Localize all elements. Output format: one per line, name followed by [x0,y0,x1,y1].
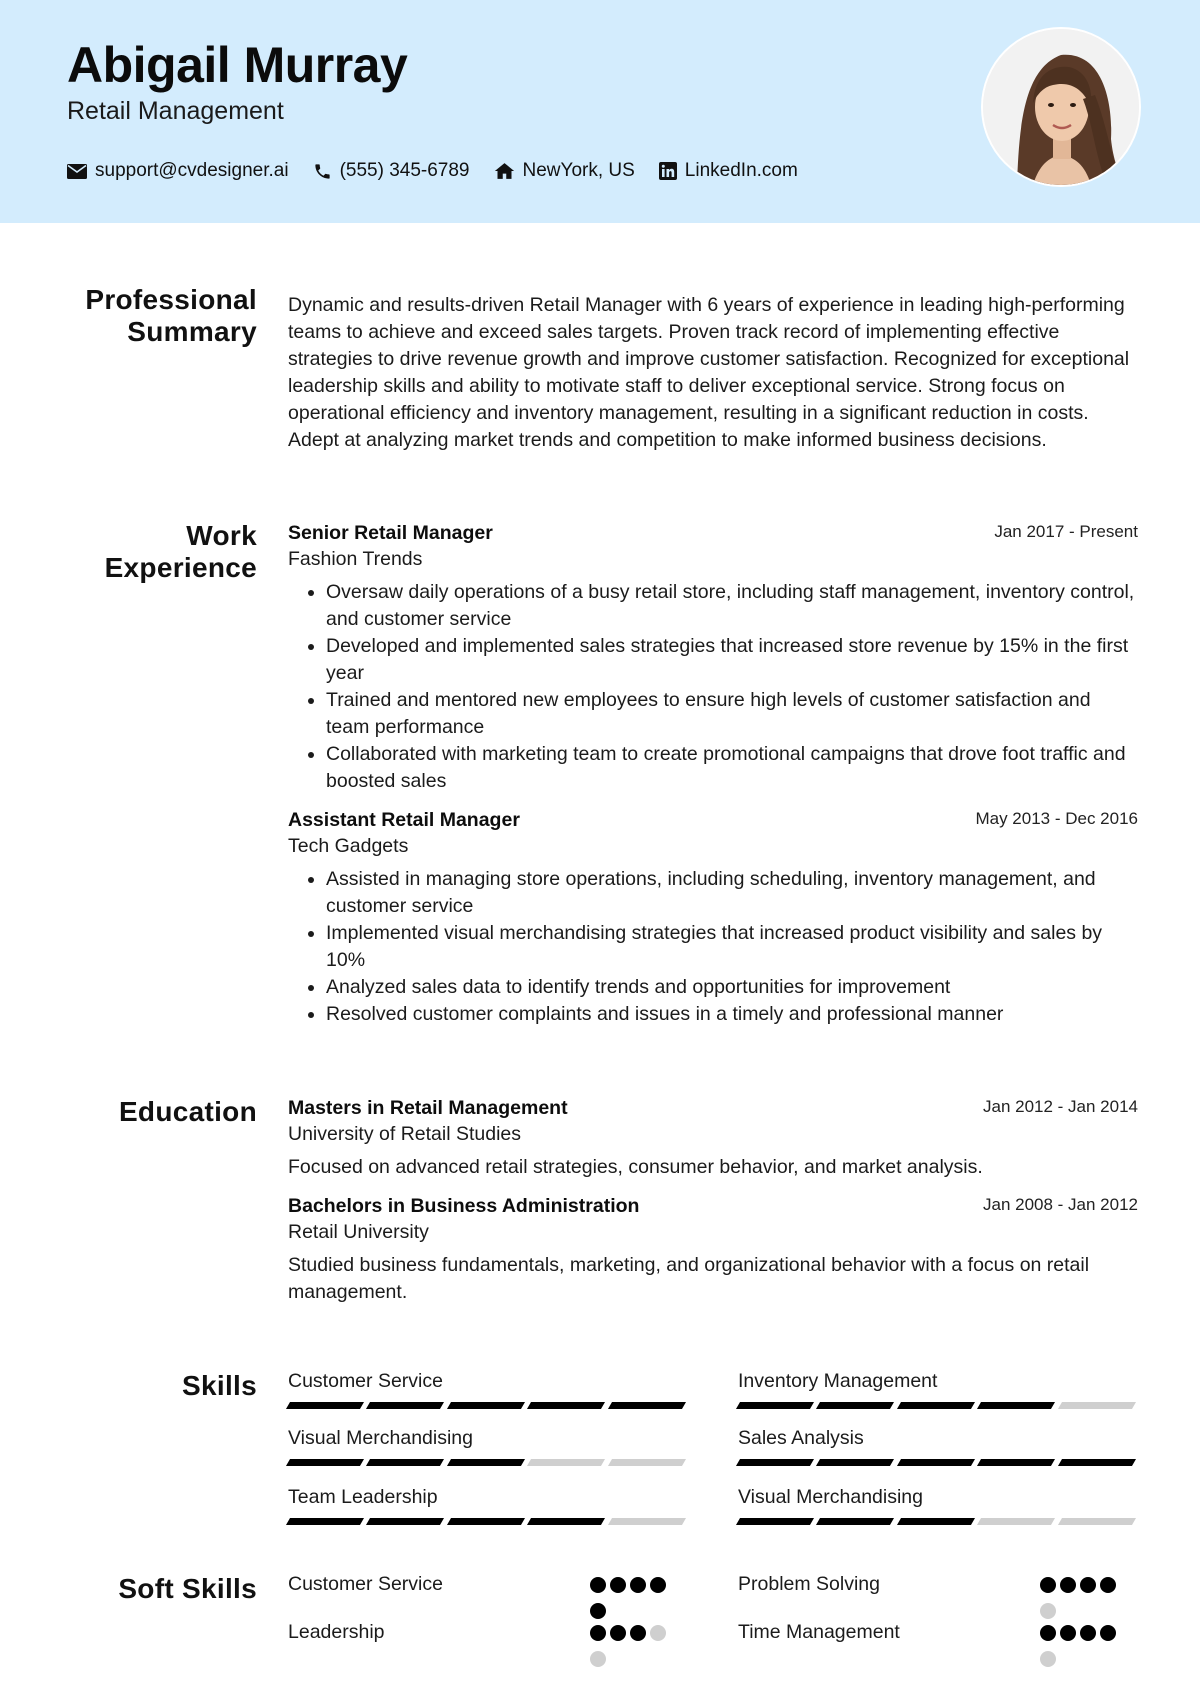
candidate-role: Retail Management [67,97,284,125]
skill-bar [738,1402,1140,1409]
job-bullet: • Assisted in managing store operations, including scheduling, inventory management, and customer service [326,866,1138,920]
job-title: Senior Retail Manager [288,522,493,544]
job-bullet: • Oversaw daily operations of a busy retail store, including staff management, inventory control, and customer service [326,579,1138,633]
skill-name: Visual Merchandising [288,1427,473,1449]
soft-skill-name: Customer Service [288,1573,443,1595]
skill-bar-segment [527,1402,605,1409]
job-bullet: • Developed and implemented sales strategies that increased store revenue by 15% in the first year [326,633,1138,687]
skill-bar-segment [447,1459,525,1466]
home-icon [494,162,515,180]
skill-bar-segment [1058,1459,1136,1466]
rating-dot [650,1577,666,1593]
job-dates: Jan 2017 - Present [994,522,1138,541]
section-title-skills: Skills [182,1370,257,1401]
school-name: University of Retail Studies [288,1123,522,1145]
rating-dot [1040,1651,1056,1667]
phone-icon [313,162,332,181]
skill-bar-segment [736,1459,814,1466]
job-bullets [288,579,1138,795]
header-band [0,0,1200,223]
rating-dot [590,1577,606,1593]
skill-bar [738,1518,1140,1525]
job-bullet: • Analyzed sales data to identify trends and opportunities for improvement [326,974,1138,1001]
skill-item [738,1370,1140,1409]
skill-name: Customer Service [288,1370,443,1392]
contact-linkedin[interactable] [659,160,798,182]
education-item [288,1195,1138,1306]
job-bullet: • Resolved customer complaints and issues in a timely and professional manner [326,1001,1138,1028]
soft-skill-name: Time Management [738,1621,900,1643]
soft-skill-name: Problem Solving [738,1573,880,1595]
degree-title: Bachelors in Business Administration [288,1195,640,1217]
skill-bar-segment [366,1459,444,1466]
rating-dot [1080,1577,1096,1593]
profile-photo [983,29,1139,185]
skill-bar-segment [736,1402,814,1409]
rating-dot [630,1577,646,1593]
section-title-soft-skills: Soft Skills [118,1573,257,1604]
rating-dot [1080,1625,1096,1641]
skill-bar-segment [1058,1402,1136,1409]
candidate-name: Abigail Murray [67,37,408,93]
skill-name: Inventory Management [738,1370,938,1392]
soft-skill-dots [1040,1625,1124,1677]
skill-bar [288,1518,690,1525]
skill-bar [288,1459,690,1466]
soft-skill-dots [590,1625,674,1677]
education-dates: Jan 2008 - Jan 2012 [982,1195,1138,1214]
rating-dot [610,1577,626,1593]
skill-bar-segment [527,1459,605,1466]
summary-text: Dynamic and results-driven Retail Manager with 6 years of experience in leading high-performing teams to achieve and exceed sales targets. Proven track record of implementing effective strategies to drive revenue growth and improve customer satisfaction. Recognized for exceptional leadership skills and ability to motivate staff to deliver exceptional service. Strong focus on operational efficiency and inventory management, resulting in a significant reduction in costs. Adept at analyzing market trends and competition to make informed business decisions. [288,294,1130,451]
skill-item [738,1427,1140,1466]
skill-bar-segment [816,1402,894,1409]
soft-skill-item [288,1621,690,1651]
rating-dot [590,1603,606,1619]
phone-text: (555) 345-6789 [339,160,470,181]
skill-bar [738,1459,1140,1466]
contact-location [494,160,635,182]
experience-item [288,522,1138,795]
skill-name: Sales Analysis [738,1427,864,1449]
email-text: support@cvdesigner.ai [95,160,289,181]
job-bullet: • Collaborated with marketing team to create promotional campaigns that drove foot traffic and boosted sales [326,741,1138,795]
skill-bar-segment [527,1518,605,1525]
education-dates: Jan 2012 - Jan 2014 [982,1097,1138,1116]
skill-bar-segment [366,1402,444,1409]
job-bullets [288,866,1138,1028]
degree-title: Masters in Retail Management [288,1097,568,1119]
skill-item [288,1370,690,1409]
job-dates: May 2013 - Dec 2016 [975,809,1138,828]
job-company: Tech Gadgets [288,835,409,857]
soft-skill-item [738,1621,1140,1651]
skill-bar-segment [897,1402,975,1409]
job-bullet: • Implemented visual merchandising strategies that increased product visibility and sales by 10% [326,920,1138,974]
skill-item [288,1486,690,1525]
skill-bar-segment [897,1459,975,1466]
linkedin-icon [659,162,677,180]
rating-dot [1100,1625,1116,1641]
education-description: Studied business fundamentals, marketing, and organizational behavior with a focus on retail management. [288,1254,1090,1303]
section-title-education: Education [118,1096,257,1127]
contact-phone[interactable] [313,160,470,182]
rating-dot [610,1625,626,1641]
section-title-experience: Work Experience [104,520,257,583]
skill-bar-segment [286,1518,364,1525]
rating-dot [630,1625,646,1641]
contact-email[interactable] [67,160,289,182]
rating-dot [1040,1577,1056,1593]
skill-bar-segment [977,1459,1055,1466]
skill-bar-segment [447,1402,525,1409]
experience-block [288,522,1138,1028]
soft-skill-item [288,1573,690,1603]
linkedin-text: LinkedIn.com [684,160,798,181]
rating-dot [650,1625,666,1641]
job-title: Assistant Retail Manager [288,809,520,831]
location-text: NewYork, US [522,160,635,181]
rating-dot [1060,1625,1076,1641]
rating-dot [1040,1603,1056,1619]
section-title-summary: Professional Summary [85,284,257,347]
skill-name: Team Leadership [288,1486,438,1508]
skill-bar-segment [977,1518,1055,1525]
rating-dot [1060,1577,1076,1593]
education-description: Focused on advanced retail strategies, consumer behavior, and market analysis. [288,1156,983,1178]
job-bullet: • Trained and mentored new employees to ensure high levels of customer satisfaction and team performance [326,687,1138,741]
rating-dot [1040,1625,1056,1641]
education-block [288,1097,1138,1306]
skill-item [738,1486,1140,1525]
school-name: Retail University [288,1221,429,1243]
envelope-icon [67,164,87,179]
rating-dot [590,1625,606,1641]
skill-bar-segment [447,1518,525,1525]
summary-block [288,292,1138,454]
skill-bar-segment [286,1459,364,1466]
portrait-illustration [983,29,1139,185]
skill-bar-segment [366,1518,444,1525]
rating-dot [1100,1577,1116,1593]
skill-bar-segment [286,1402,364,1409]
contact-bar [67,157,822,185]
skill-bar-segment [736,1518,814,1525]
skill-bar-segment [608,1518,686,1525]
skill-bar-segment [816,1459,894,1466]
skill-bar-segment [1058,1518,1136,1525]
skill-bar-segment [897,1518,975,1525]
skill-bar-segment [608,1402,686,1409]
skill-bar [288,1402,690,1409]
soft-skill-item [738,1573,1140,1603]
skill-item [288,1427,690,1466]
skill-bar-segment [816,1518,894,1525]
rating-dot [590,1651,606,1667]
skill-bar-segment [977,1402,1055,1409]
soft-skill-name: Leadership [288,1621,385,1643]
experience-item [288,809,1138,1028]
job-company: Fashion Trends [288,548,423,570]
education-item [288,1097,1138,1181]
skill-bar-segment [608,1459,686,1466]
skill-name: Visual Merchandising [738,1486,923,1508]
